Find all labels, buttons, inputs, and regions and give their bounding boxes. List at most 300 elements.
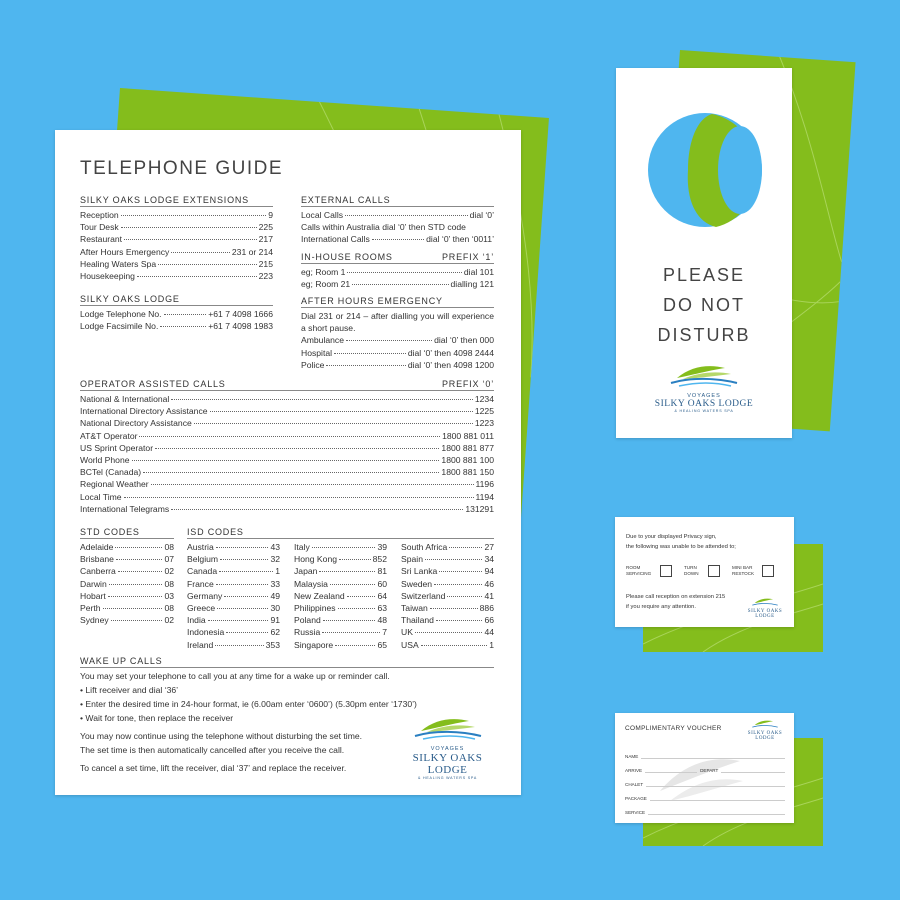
- extensions-heading: SILKY OAKS LODGE EXTENSIONS: [80, 195, 249, 205]
- leader-dots: [219, 571, 273, 572]
- entry-label: eg; Room 1: [301, 267, 346, 277]
- entry-value: +61 7 4098 1983: [208, 321, 273, 332]
- entry-value: 08: [164, 578, 174, 589]
- entry-label: Restaurant: [80, 234, 123, 245]
- entry-label: eg; Room 21: [301, 279, 351, 290]
- entry-value: 217: [258, 234, 273, 245]
- entry-row: [187, 541, 280, 553]
- entry-label: Taiwan: [401, 603, 428, 614]
- external-heading: EXTERNAL CALLS: [301, 195, 391, 205]
- entry-label: USA: [401, 639, 419, 650]
- entry-row: [401, 578, 494, 590]
- leader-dots: [132, 460, 440, 461]
- operator-prefix: PREFIX ‘0’: [441, 379, 494, 389]
- privacy-line-2: the following was unable to be attended to;: [626, 544, 736, 550]
- privacy-logo: [740, 597, 790, 619]
- inhouse-prefix: PREFIX ‘1’: [441, 252, 494, 262]
- entry-value: dial 101: [463, 267, 494, 277]
- leader-dots: [137, 276, 257, 277]
- leader-dots: [319, 571, 375, 572]
- leader-dots: [208, 620, 269, 621]
- wake-line: To cancel a set time, lift the receiver, dial ‘37’ and replace the receiver.: [80, 763, 347, 773]
- entry-value: dial ‘0’ then 000: [434, 335, 494, 346]
- entry-value: 94: [484, 566, 494, 577]
- std-heading: STD CODES: [80, 527, 140, 537]
- entry-label: Germany: [187, 590, 223, 601]
- entry-row: [401, 639, 494, 651]
- emergency-intro: Dial 231 or 214 – after dialling you will experience a short pause.: [301, 311, 494, 334]
- entry-value: 225: [258, 222, 273, 233]
- entry-row: [80, 541, 174, 553]
- leader-dots: [439, 571, 482, 572]
- leader-dots: [216, 584, 269, 585]
- entry-row: [187, 639, 280, 651]
- door-hole-icon: [646, 110, 764, 230]
- checkbox[interactable]: [660, 565, 672, 577]
- field-label: CHALET: [625, 782, 644, 787]
- option-label: ROOM SERVICING: [626, 565, 652, 576]
- entry-row: [301, 334, 494, 346]
- entry-row: [80, 320, 273, 332]
- entry-row: [294, 565, 387, 577]
- emergency-list: [301, 334, 494, 371]
- leader-dots: [335, 645, 375, 646]
- entry-value: dialling 121: [450, 279, 494, 290]
- entry-value: 03: [164, 590, 174, 601]
- leader-dots: [330, 584, 376, 585]
- option-label: MINI BAR RESTOCK: [732, 565, 755, 576]
- entry-value: 48: [377, 615, 387, 626]
- entry-row: [80, 417, 494, 429]
- entry-row: [80, 590, 174, 602]
- entry-row: [294, 553, 387, 565]
- entry-row: [294, 602, 387, 614]
- entry-value: 41: [484, 590, 494, 601]
- entry-row: [80, 553, 174, 565]
- entry-row: [301, 359, 494, 371]
- leaf-logo-icon: [669, 362, 739, 388]
- entry-value: dial ‘0’: [469, 210, 494, 220]
- entry-label: Housekeeping: [80, 271, 135, 282]
- entry-label: New Zealand: [294, 590, 345, 601]
- leader-dots: [215, 645, 263, 646]
- entry-row: [401, 626, 494, 638]
- isd-col-1: [187, 541, 280, 651]
- entry-label: Belgium: [187, 554, 219, 565]
- leader-dots: [447, 596, 482, 597]
- leader-dots: [322, 632, 380, 633]
- leader-dots: [347, 596, 376, 597]
- entry-label: International Calls: [301, 234, 370, 245]
- logo-sub: & HEALING WATERS SPA: [674, 409, 734, 413]
- entry-label: Russia: [294, 627, 321, 638]
- entry-label: South Africa: [401, 542, 448, 552]
- voucher-field-chalet[interactable]: [625, 773, 785, 787]
- wake-line: The set time is then automatically cancelled after you receive the call.: [80, 745, 345, 755]
- entry-label: Police: [301, 359, 325, 370]
- entry-value: 91: [270, 615, 280, 626]
- lodge-list: [80, 308, 273, 332]
- entry-value: 33: [270, 578, 280, 589]
- isd-section: [187, 527, 494, 651]
- privacy-footer-2: if you require any attention.: [626, 604, 696, 610]
- leader-dots: [111, 620, 163, 621]
- entry-row: [80, 442, 494, 454]
- entry-value: 49: [270, 590, 280, 601]
- isd-col-2: [294, 541, 387, 651]
- entry-row: [401, 602, 494, 614]
- entry-label: Local Time: [80, 491, 122, 502]
- entry-row: [294, 590, 387, 602]
- leader-dots: [155, 448, 439, 449]
- emergency-heading: AFTER HOURS EMERGENCY: [301, 296, 443, 306]
- entry-value: 64: [377, 590, 387, 601]
- entry-value: 32: [270, 554, 280, 565]
- field-label: ARRIVE: [625, 768, 643, 773]
- leaf-logo-icon: [750, 719, 780, 729]
- leader-dots: [312, 547, 376, 548]
- entry-label: Regional Weather: [80, 479, 149, 490]
- entry-row: [80, 233, 273, 245]
- leader-dots: [118, 571, 163, 572]
- leaf-logo-icon: [750, 597, 780, 607]
- entry-row: [401, 590, 494, 602]
- entry-value: 9: [268, 210, 273, 220]
- entry-label: International Telegrams: [80, 503, 170, 514]
- entry-value: 34: [484, 554, 494, 565]
- entry-label: Sydney: [80, 615, 109, 626]
- leader-dots: [139, 436, 440, 437]
- entry-row: [80, 270, 273, 282]
- leader-dots: [216, 547, 269, 548]
- entry-row: [187, 602, 280, 614]
- entry-value: 231 or 214: [231, 246, 273, 257]
- entry-label: Healing Waters Spa: [80, 258, 157, 269]
- entry-label: Lodge Telephone No.: [80, 309, 162, 319]
- leader-dots: [116, 559, 163, 560]
- entry-value: 60: [377, 578, 387, 589]
- leader-dots: [220, 559, 268, 560]
- entry-row: [301, 278, 494, 290]
- entry-label: Perth: [80, 603, 101, 614]
- entry-label: UK: [401, 627, 413, 638]
- entry-row: [80, 503, 494, 515]
- entry-value: 1800 881 100: [441, 455, 494, 466]
- entry-row: [80, 602, 174, 614]
- dnd-line: DISTURB: [657, 325, 751, 345]
- logo-sub: & HEALING WATERS SPA: [417, 776, 478, 780]
- leader-dots: [421, 645, 488, 646]
- entry-label: World Phone: [80, 455, 130, 466]
- entry-label: Brisbane: [80, 554, 114, 565]
- entry-value: 44: [484, 627, 494, 638]
- leader-dots: [171, 509, 463, 510]
- telephone-guide-sheet: [55, 130, 521, 795]
- field-label: PACKAGE: [625, 796, 647, 801]
- entry-value: 1225: [474, 406, 494, 417]
- entry-value: 1: [275, 566, 280, 577]
- inhouse-section: [301, 252, 494, 290]
- entry-value: 223: [258, 271, 273, 282]
- leader-dots: [425, 559, 482, 560]
- entry-value: 43: [270, 542, 280, 552]
- leader-dots: [352, 284, 448, 285]
- external-list: [301, 209, 494, 246]
- logo-name: SILKY OAKS LODGE: [412, 752, 483, 776]
- entry-value: 1800 881 877: [441, 442, 494, 453]
- privacy-footer-1: Please call reception on extension 215: [626, 594, 726, 600]
- leader-dots: [217, 608, 268, 609]
- entry-label: Sri Lanka: [401, 566, 438, 577]
- entry-value: 66: [484, 615, 494, 626]
- entry-label: Sweden: [401, 578, 433, 589]
- option-turn-down: [684, 565, 720, 577]
- entry-row: [301, 233, 494, 245]
- operator-section: [80, 379, 494, 515]
- leaf-logo-icon: [413, 715, 483, 741]
- door-hanger: [616, 68, 792, 438]
- entry-row: [294, 578, 387, 590]
- entry-value: 62: [270, 627, 280, 638]
- entry-label: Singapore: [294, 639, 334, 650]
- leader-dots: [430, 608, 478, 609]
- entry-label: Malaysia: [294, 578, 328, 589]
- entry-row: [187, 614, 280, 626]
- entry-label: Reception: [80, 210, 119, 220]
- field-label: SERVICE: [625, 810, 646, 815]
- leader-dots: [323, 620, 376, 621]
- entry-value: 1: [489, 639, 494, 650]
- entry-label: AT&T Operator: [80, 430, 138, 441]
- external-section: [301, 195, 494, 246]
- leader-dots: [158, 264, 257, 265]
- leader-dots: [449, 547, 482, 548]
- leader-dots: [115, 547, 162, 548]
- logo-name: SILKY OAKS LODGE: [747, 731, 783, 741]
- entry-row: [80, 221, 273, 233]
- wake-step: • Wait for tone, then replace the receiver: [80, 713, 234, 723]
- voucher-card: [615, 713, 794, 823]
- entry-label: Darwin: [80, 578, 107, 589]
- entry-label: BCTel (Canada): [80, 467, 142, 478]
- entry-label: Tour Desk: [80, 222, 119, 233]
- leader-dots: [121, 227, 257, 228]
- entry-value: 1234: [474, 394, 494, 404]
- entry-label: Local Calls: [301, 210, 344, 220]
- entry-label: Canberra: [80, 566, 116, 577]
- entry-label: France: [187, 578, 214, 589]
- entry-row: [80, 430, 494, 442]
- voucher-field-name[interactable]: [625, 745, 785, 759]
- entry-value: 46: [484, 578, 494, 589]
- entry-value: 1800 881 011: [442, 430, 494, 441]
- wake-line: You may now continue using the telephone without disturbing the set time.: [80, 731, 363, 741]
- checkbox[interactable]: [762, 565, 774, 577]
- logo-name: SILKY OAKS LODGE: [747, 609, 783, 619]
- entry-value: 215: [258, 258, 273, 269]
- leader-dots: [224, 596, 268, 597]
- entry-row: [80, 478, 494, 490]
- inhouse-heading: IN-HOUSE ROOMS: [301, 252, 393, 262]
- field-label: DEPART: [700, 768, 719, 773]
- leader-dots: [326, 365, 405, 366]
- leader-dots: [372, 239, 424, 240]
- entry-row: [294, 639, 387, 651]
- entry-label: Indonesia: [187, 627, 225, 638]
- entry-row: [294, 626, 387, 638]
- entry-row: [187, 626, 280, 638]
- entry-row: [401, 541, 494, 553]
- entry-label: Thailand: [401, 615, 434, 626]
- entry-row: [80, 565, 174, 577]
- privacy-line-1: Due to your displayed Privacy sign,: [626, 534, 717, 540]
- entry-value: 7: [382, 627, 387, 638]
- entry-value: 1223: [474, 418, 494, 429]
- lodge-section: [80, 294, 273, 332]
- std-list: [80, 541, 174, 626]
- entry-row: [80, 454, 494, 466]
- leader-dots: [210, 411, 473, 412]
- entry-row: [401, 614, 494, 626]
- entry-row: [187, 590, 280, 602]
- entry-row: [401, 553, 494, 565]
- entry-value: 27: [484, 542, 494, 552]
- inhouse-list: [301, 266, 494, 290]
- operator-heading: OPERATOR ASSISTED CALLS: [80, 379, 226, 389]
- leader-dots: [151, 484, 474, 485]
- wake-line: You may set your telephone to call you at any time for a wake up or reminder call.: [80, 671, 390, 681]
- entry-label: Austria: [187, 542, 214, 552]
- wake-step: • Enter the desired time in 24-hour format, ie (6.00am enter ‘0600’) (5.30pm enter ‘1730’): [80, 699, 417, 709]
- entry-label: Calls within Australia dial ‘0’ then STD code: [301, 222, 466, 233]
- entry-value: dial ‘0’ then 4098 1200: [407, 359, 494, 370]
- entry-label: Spain: [401, 554, 423, 565]
- entry-label: National & International: [80, 394, 170, 404]
- leader-dots: [415, 632, 482, 633]
- field-label: NAME: [625, 754, 639, 759]
- leader-dots: [345, 215, 468, 216]
- entry-value: 886: [479, 603, 494, 614]
- entry-row: [301, 209, 494, 221]
- leader-dots: [436, 620, 482, 621]
- entry-value: 02: [164, 566, 174, 577]
- entry-row: [80, 466, 494, 478]
- leader-dots: [347, 272, 461, 273]
- entry-value: 39: [377, 542, 387, 552]
- entry-value: 353: [265, 639, 280, 650]
- checkbox[interactable]: [708, 565, 720, 577]
- voucher-logo: [740, 719, 790, 741]
- entry-row: [301, 347, 494, 359]
- guide-title: TELEPHONE GUIDE: [80, 158, 284, 179]
- entry-label: After Hours Emergency: [80, 246, 170, 257]
- leader-dots: [334, 353, 406, 354]
- entry-value: 30: [270, 603, 280, 614]
- entry-label: Adelaide: [80, 542, 114, 552]
- entry-value: dial ‘0’ then ‘0011’: [426, 234, 494, 245]
- wake-heading: WAKE UP CALLS: [80, 656, 163, 666]
- entry-row: [187, 553, 280, 565]
- entry-row: [401, 565, 494, 577]
- entry-value: 131291: [465, 503, 494, 514]
- leader-dots: [346, 340, 432, 341]
- entry-value: 08: [164, 603, 174, 614]
- entry-label: US Sprint Operator: [80, 442, 154, 453]
- entry-value: 1194: [475, 491, 494, 502]
- entry-row: [80, 246, 273, 258]
- entry-label: India: [187, 615, 206, 626]
- emergency-section: [301, 296, 494, 371]
- leader-dots: [171, 252, 230, 253]
- privacy-card: [615, 517, 794, 627]
- voucher-title: COMPLIMENTARY VOUCHER: [625, 725, 722, 732]
- option-room-servicing: [626, 565, 672, 577]
- entry-value: 81: [377, 566, 387, 577]
- entry-row: [301, 221, 494, 233]
- entry-label: Italy: [294, 542, 310, 552]
- lodge-heading: SILKY OAKS LODGE: [80, 294, 180, 304]
- leader-dots: [121, 215, 267, 216]
- entry-value: 07: [164, 554, 174, 565]
- leader-dots: [226, 632, 268, 633]
- guide-logo: [395, 715, 500, 780]
- entry-value: 65: [377, 639, 387, 650]
- entry-row: [80, 491, 494, 503]
- entry-row: [80, 308, 273, 320]
- voucher-field-dates[interactable]: [625, 759, 785, 773]
- voucher-field-package[interactable]: [625, 787, 785, 801]
- extensions-list: [80, 209, 273, 282]
- wake-step: • Lift receiver and dial ‘36’: [80, 685, 179, 695]
- entry-label: Hospital: [301, 347, 333, 358]
- dnd-line: DO NOT: [663, 295, 745, 315]
- voucher-field-service[interactable]: [625, 801, 785, 815]
- extensions-section: [80, 195, 273, 282]
- leader-dots: [164, 314, 207, 315]
- entry-label: International Directory Assistance: [80, 406, 208, 417]
- leader-dots: [124, 497, 474, 498]
- entry-value: 1196: [475, 479, 494, 490]
- logo-voyages: VOYAGES: [430, 746, 465, 752]
- entry-row: [294, 614, 387, 626]
- option-mini-bar: [732, 565, 774, 577]
- entry-label: Hong Kong: [294, 554, 338, 565]
- entry-value: 02: [164, 615, 174, 626]
- entry-row: [80, 393, 494, 405]
- entry-row: [80, 614, 174, 626]
- dnd-line: PLEASE: [662, 265, 746, 285]
- entry-label: Poland: [294, 615, 321, 626]
- entry-row: [80, 405, 494, 417]
- leader-dots: [434, 584, 482, 585]
- leader-dots: [338, 608, 376, 609]
- entry-label: Hobart: [80, 590, 106, 601]
- entry-value: +61 7 4098 1666: [208, 309, 273, 319]
- entry-row: [294, 541, 387, 553]
- leader-dots: [109, 584, 163, 585]
- entry-value: 852: [372, 554, 387, 565]
- entry-value: 1800 881 150: [441, 467, 494, 478]
- std-section: [80, 527, 174, 626]
- leader-dots: [160, 326, 206, 327]
- entry-row: [80, 578, 174, 590]
- entry-row: [187, 565, 280, 577]
- isd-heading: ISD CODES: [187, 527, 244, 537]
- entry-label: Greece: [187, 603, 216, 614]
- leader-dots: [339, 559, 371, 560]
- entry-row: [301, 266, 494, 278]
- leader-dots: [171, 399, 473, 400]
